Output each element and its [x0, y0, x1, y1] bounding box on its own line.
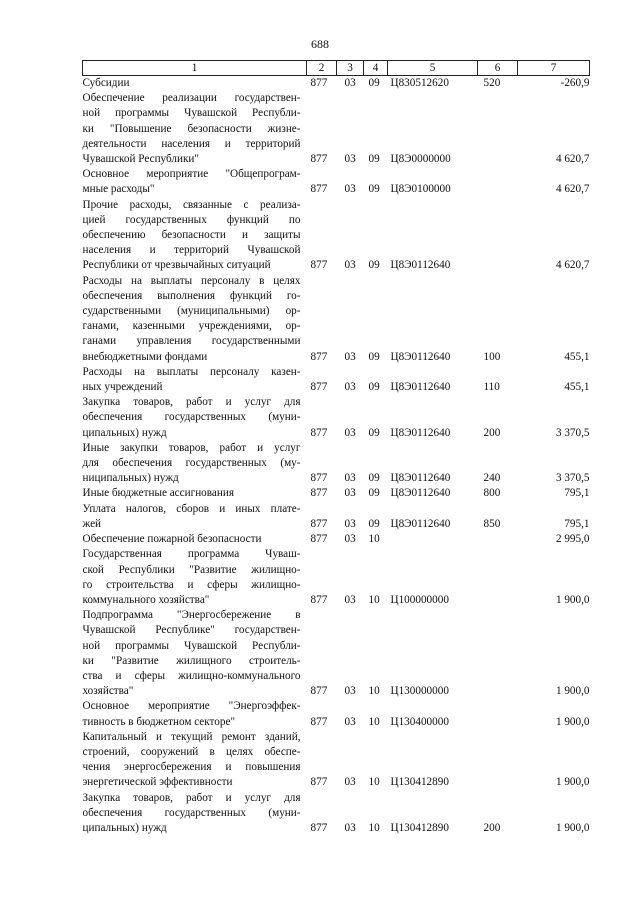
- cell-c4: 09: [368, 259, 380, 272]
- cell-c2: 877: [310, 472, 328, 485]
- description-line: ниципальных) нужд: [82, 472, 179, 485]
- description-line: Республики от чрезвычайных ситуаций: [82, 259, 271, 272]
- cell-c5: Ц830512620: [390, 77, 449, 89]
- column-header: 3: [337, 61, 364, 76]
- cell-c4: 10: [368, 533, 380, 546]
- table-row: [83, 547, 590, 608]
- cell-c2: 877: [310, 153, 328, 166]
- row-description: [83, 608, 307, 699]
- cell-c7: 795,1: [564, 517, 590, 530]
- description-line: ных учреждений: [82, 381, 163, 394]
- description-line: Обеспечение реализации государствен-: [82, 92, 301, 105]
- cell-c2: 877: [310, 715, 328, 728]
- cell-c6: [478, 91, 518, 167]
- description-line: Чувашской Республики": [82, 153, 199, 166]
- cell-c4: 09: [368, 183, 380, 196]
- description-line: Субсидии: [82, 77, 130, 89]
- row-description: [83, 532, 307, 547]
- description-line: жей: [82, 517, 102, 530]
- cell-c7: 4 620,7: [555, 153, 590, 166]
- description-line: энергетической эффективности: [82, 776, 233, 789]
- cell-c4: 10: [368, 715, 380, 728]
- cell-c7: 1 900,0: [555, 593, 590, 606]
- table-row: [83, 274, 590, 365]
- cell-c4: 10: [368, 593, 380, 606]
- column-header: 4: [364, 61, 388, 76]
- description-line: Расходы на выплаты персоналу в целях: [82, 274, 301, 287]
- cell-c3: 03: [344, 77, 356, 89]
- row-description: [83, 486, 307, 501]
- column-header: 7: [518, 61, 590, 76]
- cell-c7: 4 620,7: [555, 259, 590, 272]
- row-description: [83, 441, 307, 487]
- cell-c3: 03: [344, 533, 356, 546]
- description-line: Капитальный и текущий ремонт зданий,: [82, 730, 301, 743]
- description-line: цией государственных функций по: [82, 213, 301, 226]
- column-header: 2: [307, 61, 337, 76]
- cell-c4: 10: [368, 685, 380, 698]
- description-line: Иные закупки товаров, работ и услуг: [82, 441, 301, 454]
- cell-c3: 03: [344, 715, 356, 728]
- cell-c7: 3 370,5: [555, 426, 590, 439]
- cell-c2: 877: [310, 426, 328, 439]
- cell-c5: Ц8Э0112640: [390, 472, 451, 485]
- cell-c7: 3 370,5: [555, 472, 590, 485]
- row-description: [83, 395, 307, 441]
- description-line: мные расходы": [82, 183, 155, 196]
- table-row: [83, 395, 590, 441]
- cell-c2: 877: [310, 350, 328, 363]
- column-header: 5: [388, 61, 478, 76]
- budget-table: [82, 60, 590, 836]
- table-row: [83, 486, 590, 501]
- cell-c5: Ц8Э0112640: [390, 426, 451, 439]
- description-line: Основное мероприятие "Энергоэффек-: [82, 700, 301, 713]
- cell-c5: Ц100000000: [390, 593, 449, 606]
- cell-c5: [388, 532, 478, 547]
- cell-c3: 03: [344, 821, 356, 834]
- description-line: ганами, казенными учреждениями, ор-: [82, 320, 301, 333]
- row-description: [83, 730, 307, 791]
- cell-c5: Ц8Э0000000: [390, 153, 451, 166]
- row-description: [83, 502, 307, 532]
- row-description: [83, 699, 307, 729]
- cell-c7: 455,1: [564, 350, 590, 363]
- cell-c3: 03: [344, 472, 356, 485]
- cell-c6: 240: [483, 472, 501, 485]
- table-row: [83, 198, 590, 274]
- cell-c4: 09: [368, 350, 380, 363]
- description-line: обеспечению безопасности и защиты: [82, 229, 301, 242]
- cell-c7: 1 900,0: [555, 821, 590, 834]
- cell-c7: 795,1: [564, 487, 590, 500]
- row-description: [83, 791, 307, 837]
- cell-c6: [478, 730, 518, 791]
- cell-c2: 877: [310, 776, 328, 789]
- row-description: [83, 76, 307, 92]
- cell-c2: 877: [310, 183, 328, 196]
- cell-c2: 877: [310, 685, 328, 698]
- cell-c2: 877: [310, 259, 328, 272]
- table-row: [83, 167, 590, 197]
- description-line: обеспечения государственных (муни-: [82, 411, 301, 424]
- table-header-row: [83, 61, 590, 76]
- cell-c6: [478, 532, 518, 547]
- description-line: деятельности населения и территорий: [82, 137, 301, 150]
- description-line: тивность в бюджетном секторе": [82, 715, 236, 728]
- cell-c7: -260,9: [560, 77, 590, 89]
- description-line: ганами управления государственными: [82, 335, 301, 348]
- cell-c3: 03: [344, 776, 356, 789]
- cell-c2: 877: [310, 77, 328, 89]
- cell-c5: Ц8Э0112640: [390, 259, 451, 272]
- cell-c5: Ц8Э0112640: [390, 487, 451, 500]
- row-description: [83, 91, 307, 167]
- description-line: ки "Повышение безопасности жизне-: [82, 122, 301, 135]
- cell-c3: 03: [344, 183, 356, 196]
- cell-c2: 877: [310, 533, 328, 546]
- cell-c5: Ц8Э0100000: [390, 183, 451, 196]
- cell-c6: 520: [483, 77, 501, 89]
- row-description: [83, 547, 307, 608]
- cell-c6: 850: [483, 517, 501, 530]
- cell-c6: [478, 198, 518, 274]
- table-row: [83, 441, 590, 487]
- cell-c7: 1 900,0: [555, 715, 590, 728]
- cell-c7: 4 620,7: [555, 183, 590, 196]
- cell-c4: 09: [368, 153, 380, 166]
- cell-c7: 455,1: [564, 381, 590, 394]
- table-row: [83, 76, 590, 92]
- cell-c3: 03: [344, 685, 356, 698]
- cell-c6: 200: [483, 821, 501, 834]
- description-line: Уплата налогов, сборов и иных плате-: [82, 502, 301, 515]
- cell-c4: 09: [368, 381, 380, 394]
- description-line: Подпрограмма "Энергосбережение в: [82, 609, 301, 622]
- cell-c7: 2 995,0: [555, 533, 590, 546]
- description-line: Закупка товаров, работ и услуг для: [82, 396, 301, 409]
- cell-c3: 03: [344, 517, 356, 530]
- cell-c2: 877: [310, 487, 328, 500]
- row-description: [83, 198, 307, 274]
- cell-c3: 03: [344, 593, 356, 606]
- column-header: 6: [478, 61, 518, 76]
- cell-c4: 10: [368, 821, 380, 834]
- table-row: [83, 608, 590, 699]
- description-line: хозяйства": [82, 685, 134, 698]
- cell-c5: Ц130000000: [390, 685, 449, 698]
- description-line: ципальных) нужд: [82, 821, 167, 834]
- cell-c3: 03: [344, 381, 356, 394]
- cell-c6: 800: [483, 487, 501, 500]
- description-line: обеспечения выполнения функций го-: [82, 289, 301, 302]
- cell-c6: 110: [483, 381, 500, 394]
- cell-c5: Ц130412890: [390, 776, 449, 789]
- description-line: чения энергосбережения и повышения: [82, 761, 301, 774]
- description-line: Прочие расходы, связанные с реализа-: [82, 198, 301, 211]
- table-row: [83, 365, 590, 395]
- cell-c2: 877: [310, 517, 328, 530]
- description-line: Основное мероприятие "Общепрограм-: [82, 168, 301, 181]
- description-line: Обеспечение пожарной безопасности: [82, 533, 262, 546]
- cell-c6: [478, 608, 518, 699]
- table-row: [83, 699, 590, 729]
- cell-c4: 09: [368, 487, 380, 500]
- cell-c5: Ц8Э0112640: [390, 517, 451, 530]
- cell-c3: 03: [344, 350, 356, 363]
- cell-c3: 03: [344, 426, 356, 439]
- cell-c5: Ц130400000: [390, 715, 449, 728]
- column-header: 1: [83, 61, 307, 76]
- description-line: обеспечения государственных (муни-: [82, 806, 301, 819]
- cell-c3: 03: [344, 487, 356, 500]
- cell-c6: [478, 699, 518, 729]
- description-line: коммунального хозяйства": [82, 593, 210, 606]
- description-line: Закупка товаров, работ и услуг для: [82, 791, 301, 804]
- cell-c3: 03: [344, 259, 356, 272]
- cell-c2: 877: [310, 381, 328, 394]
- cell-c6: 200: [483, 426, 501, 439]
- cell-c6: [478, 547, 518, 608]
- cell-c2: 877: [310, 821, 328, 834]
- description-line: Расходы на выплаты персоналу казен-: [82, 365, 301, 378]
- cell-c5: Ц8Э0112640: [390, 350, 451, 363]
- description-line: ства и сферы жилищно-коммунального: [82, 669, 301, 682]
- cell-c7: 1 900,0: [555, 685, 590, 698]
- row-description: [83, 365, 307, 395]
- cell-c5: Ц130412890: [390, 821, 449, 834]
- page-number: 688: [311, 37, 329, 51]
- cell-c4: 09: [368, 517, 380, 530]
- table-row: [83, 502, 590, 532]
- table-row: [83, 91, 590, 167]
- cell-c2: 877: [310, 593, 328, 606]
- description-line: ципальных) нужд: [82, 426, 167, 439]
- cell-c6: [478, 167, 518, 197]
- table-row: [83, 730, 590, 791]
- description-line: населения и территорий Чувашской: [82, 244, 301, 257]
- description-line: внебюджетными фондами: [82, 350, 208, 363]
- description-line: ной программы Чувашской Республи-: [82, 107, 301, 120]
- cell-c4: 09: [368, 426, 380, 439]
- table-row: [83, 532, 590, 547]
- description-line: Чувашской Республике" государствен-: [82, 624, 301, 637]
- row-description: [83, 274, 307, 365]
- cell-c5: Ц8Э0112640: [390, 381, 451, 394]
- description-line: Иные бюджетные ассигнования: [82, 487, 234, 500]
- description-line: го строительства и сферы жилищно-: [82, 578, 301, 591]
- cell-c7: 1 900,0: [555, 776, 590, 789]
- description-line: сударственными (муниципальными) ор-: [82, 305, 301, 318]
- cell-c6: 100: [483, 350, 501, 363]
- cell-c3: 03: [344, 153, 356, 166]
- row-description: [83, 167, 307, 197]
- cell-c4: 09: [368, 472, 380, 485]
- description-line: ской Республики "Развитие жилищно-: [82, 563, 301, 576]
- description-line: Государственная программа Чуваш-: [82, 548, 301, 561]
- table-row: [83, 791, 590, 837]
- description-line: строений, сооружений в целях обеспе-: [82, 745, 301, 758]
- description-line: ки "Развитие жилищного строитель-: [82, 654, 301, 667]
- cell-c4: 10: [368, 776, 380, 789]
- description-line: ной программы Чувашской Республи-: [82, 639, 301, 652]
- description-line: для обеспечения государственных (му-: [82, 457, 301, 470]
- cell-c4: 09: [368, 77, 380, 89]
